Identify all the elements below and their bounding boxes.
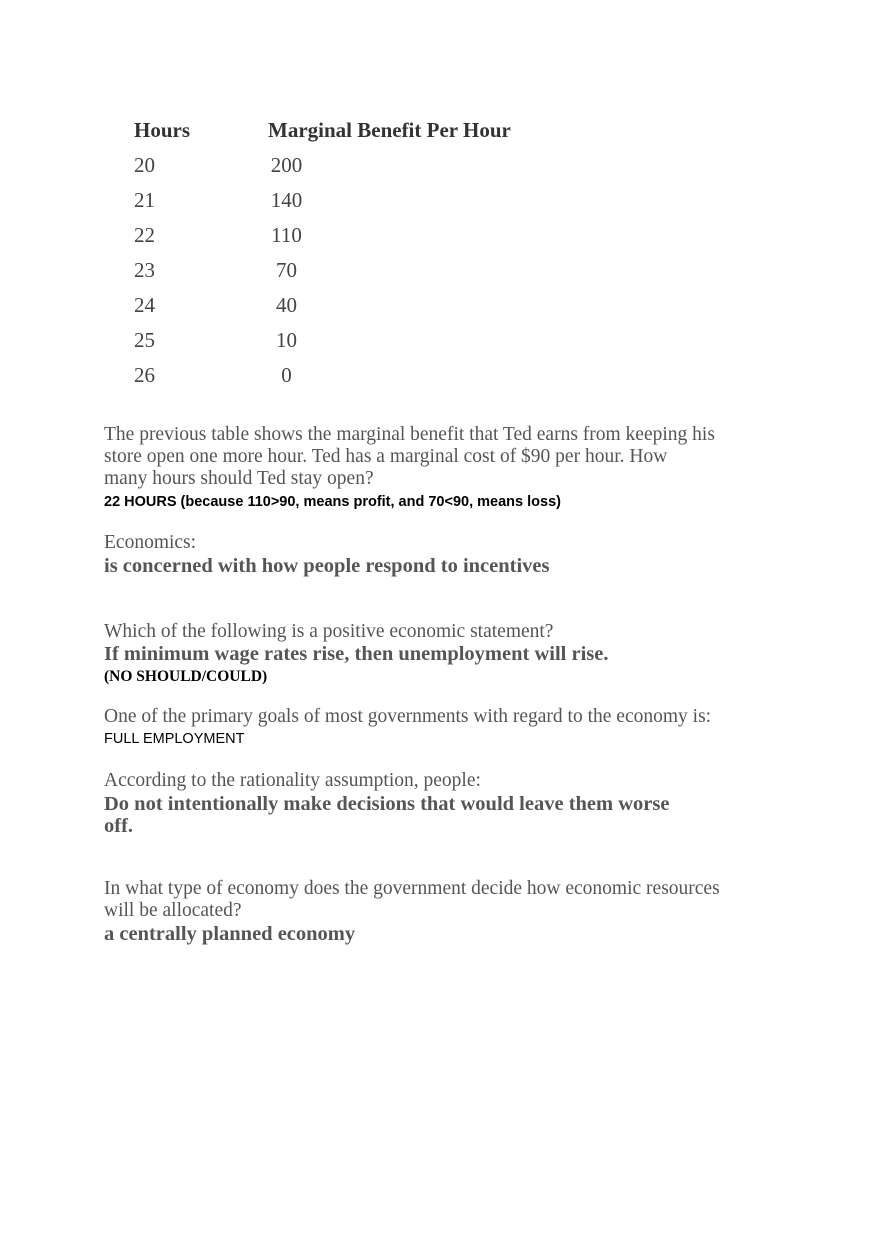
marginal-benefit-cell: 140 xyxy=(270,188,303,212)
answer-5-line-2: off. xyxy=(104,815,134,837)
hours-cell: 22 xyxy=(134,223,155,247)
hours-cell: 21 xyxy=(134,188,155,212)
header-hours: Hours xyxy=(134,118,191,142)
answer-4: FULL EMPLOYMENT xyxy=(104,731,245,747)
answer-3: If minimum wage rates rise, then unemployment will rise. xyxy=(104,643,609,665)
header-marginal-benefit: Marginal Benefit Per Hour xyxy=(268,118,511,142)
answer-6: a centrally planned economy xyxy=(104,923,356,945)
marginal-benefit-cell: 70 xyxy=(276,258,297,282)
question-3: Which of the following is a positive economic statement? xyxy=(104,621,554,642)
question-2: Economics: xyxy=(104,532,197,553)
answer-3-note: (NO SHOULD/COULD) xyxy=(104,668,268,685)
marginal-benefit-table xyxy=(134,112,568,393)
marginal-benefit-cell: 40 xyxy=(276,293,297,317)
marginal-benefit-cell: 110 xyxy=(271,223,302,247)
hours-cell: 23 xyxy=(134,258,155,282)
question-4: One of the primary goals of most governments with regard to the economy is: xyxy=(104,706,712,727)
marginal-benefit-cell: 10 xyxy=(276,328,297,352)
table-row xyxy=(134,288,568,323)
marginal-benefit-cell: 200 xyxy=(270,153,303,177)
table-row xyxy=(134,358,568,393)
table-row xyxy=(134,183,568,218)
hours-cell: 25 xyxy=(134,328,155,352)
hours-cell: 26 xyxy=(134,363,155,387)
answer-2: is concerned with how people respond to incentives xyxy=(104,555,550,577)
question-6-line-2: will be allocated? xyxy=(104,900,242,921)
question-1-line-2: store open one more hour. Ted has a marginal cost of $90 per hour. How xyxy=(104,446,668,467)
hours-cell: 20 xyxy=(134,153,155,177)
table-row xyxy=(134,253,568,288)
table-row xyxy=(134,218,568,253)
table-header-row xyxy=(134,112,568,148)
table-row xyxy=(134,148,568,183)
question-1-line-3: many hours should Ted stay open? xyxy=(104,468,374,489)
answer-1: 22 HOURS (because 110>90, means profit, and 70<90, means loss) xyxy=(104,494,561,510)
answer-5-line-1: Do not intentionally make decisions that would leave them worse xyxy=(104,793,670,815)
question-6-line-1: In what type of economy does the government decide how economic resources xyxy=(104,878,720,899)
question-1-line-1: The previous table shows the marginal benefit that Ted earns from keeping his xyxy=(104,424,715,445)
hours-cell: 24 xyxy=(134,293,155,317)
table-row xyxy=(134,323,568,358)
question-5: According to the rationality assumption, people: xyxy=(104,770,481,791)
marginal-benefit-cell: 0 xyxy=(281,363,292,387)
